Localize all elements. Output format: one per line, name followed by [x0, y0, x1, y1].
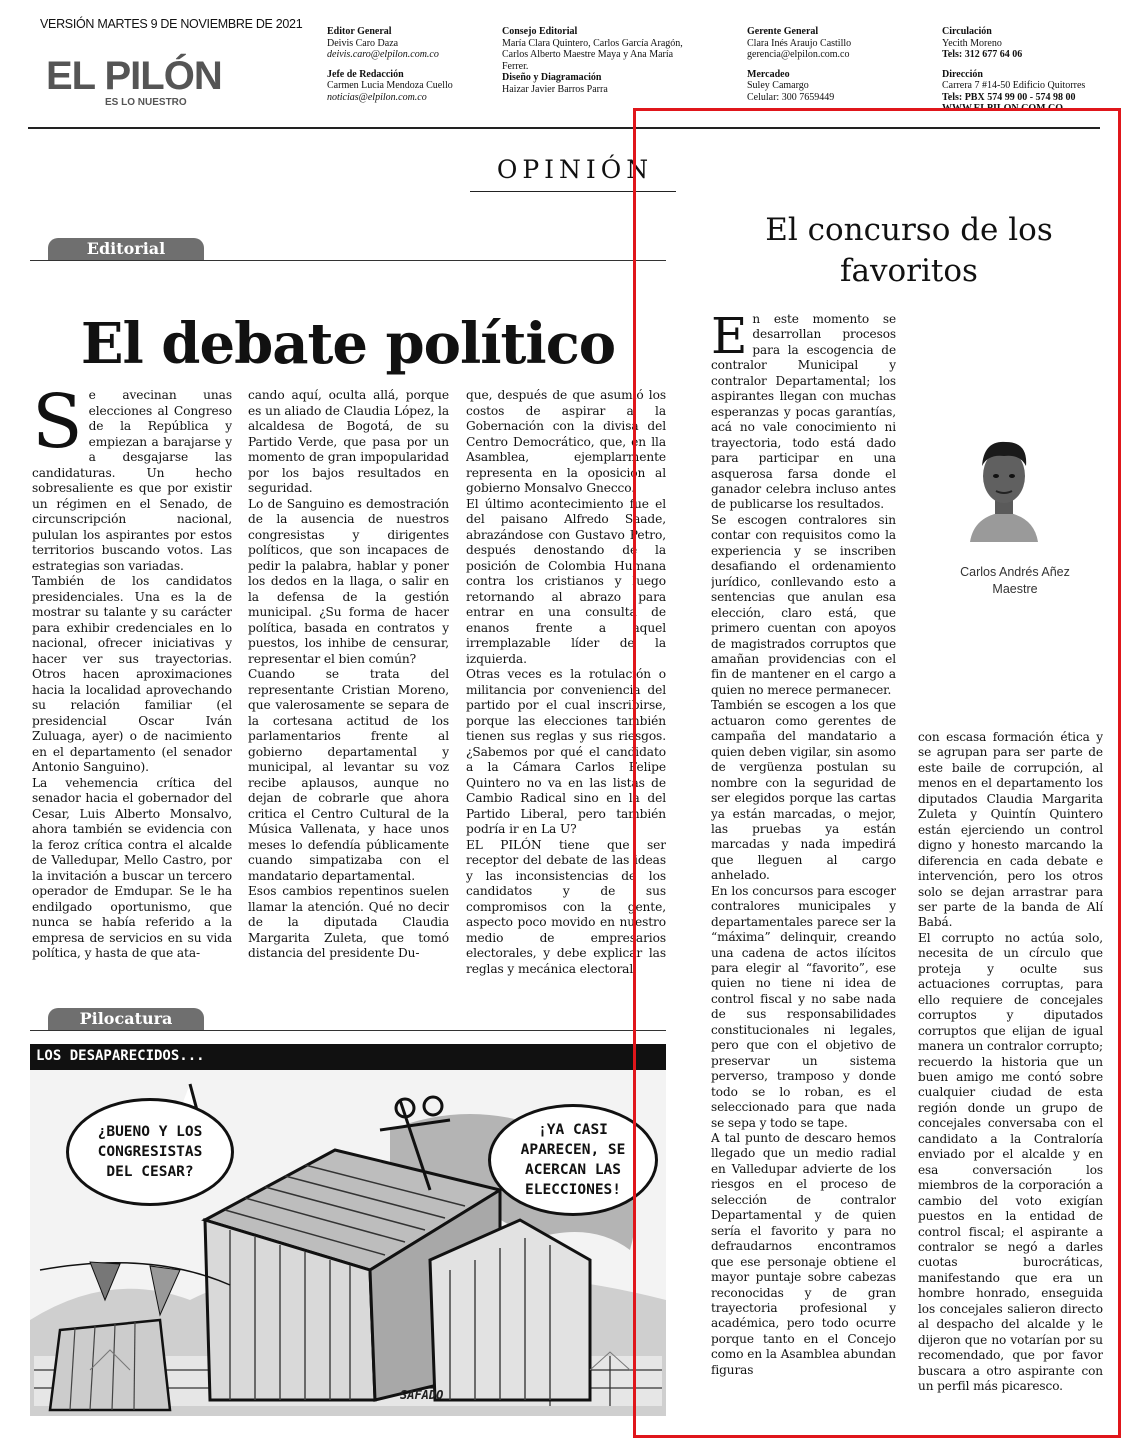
staff-phone: Celular: 300 7659449 [747, 91, 835, 103]
staff-email[interactable]: gerencia@elpilon.com.co [747, 49, 850, 60]
paragraph: También se escogen a los que actuaron como gerentes de campaña del mandatario a quien deben vigilar, sin asomo de vergüenza postulan su nombre con la seguridad de ser elegidos porque las cartas ya están marcadas, o mejor, las pruebas ya están marcadas y nada impedirá que lleguen al cargo anhelado. [711, 698, 896, 883]
staff-block-circulacion [942, 26, 1117, 115]
paragraph: La vehemencia crítica del senador hacia el gobernador del Cesar, Luis Alberto Monsalvo, ahora también se evidencia con la feroz crítica contra el alcalde de Valledupar, Mello Castro, por la invitación a buscar un tercero operador de Emdupar. Se le ha endilgado oportunismo, que nunca se había referido a la empresa de servicios en su vida política, y hasta de que ata- [32, 775, 232, 960]
cartoonist-signature: SAFADO [400, 1388, 444, 1402]
editorial-dropcap: S [32, 388, 83, 465]
staff-title: Dirección [942, 68, 983, 80]
column-headline-line: favoritos [840, 253, 978, 289]
staff-title: Consejo Editorial [502, 26, 578, 37]
staff-phone: Tels: PBX 574 99 00 - 574 98 00 [942, 91, 1076, 103]
website-link[interactable]: WWW.ELPILON.COM.CO [942, 103, 1064, 114]
dateline: VERSIÓN MARTES 9 DE NOVIEMBRE DE 2021 [40, 17, 303, 31]
editorial-column-1 [32, 388, 232, 988]
paragraph: con escasa formación ética y se agrupan para ser parte de este baile de corrupción, al menos en el departamento los diputados Claudia Margarita Zuleta y Quintín Quintero están ejerciendo un control digno y honesto marcando la diferencia en cada debate e intervención, pero los otros solo se dejan arrastrar para ser parte de la banda de Alí Babá. [918, 730, 1103, 930]
cartoon-rule [30, 1030, 666, 1031]
staff-name: Yecith Moreno [942, 37, 1002, 49]
staff-title: Diseño y Diagramación [502, 72, 602, 83]
staff-phone: Tels: 312 677 64 06 [942, 49, 1023, 60]
staff-title: Circulación [942, 26, 992, 37]
cartoon-banner-text: LOS DESAPARECIDOS... [36, 1048, 205, 1064]
column-text-2 [918, 730, 1103, 1420]
speech-bubble-right: ¡YA CASI APARECEN, SE ACERCAN LAS ELECCIONES! [488, 1104, 658, 1216]
author-photo [966, 432, 1042, 542]
section-title: OPINIÓN [496, 155, 654, 184]
speech-bubble-left: ¿BUENO Y LOS CONGRESISTAS DEL CESAR? [66, 1098, 234, 1206]
paragraph: El corrupto no actúa solo, necesita de un círculo que proteja y oculte sus actuaciones corruptas, para ello requiere de concejales corruptos y diputados corruptos que elijan de igual manera un contralor corrupto; recuerdo la historia que un buen amigo me contó sobre cualquier ciudad de esta región donde un grupo de concejales conversaba con el candidato a la Contraloría enviado por el alcalde y en esa conversación los miembros de la corporación a cambio del voto exigían puestos en la entidad de control fiscal; el aspirante a contralor se negó a darles cuotas burocráticas, manifestando que era un hombre honrado, enseguida los concejales salieron directo al despacho del alcalde y le dijeron que no votarían por su recomendado, que por favor buscara a otro aspirante con un perfil más picaresco. [918, 930, 1103, 1394]
column-headline [700, 210, 1118, 292]
column-headline-line: El concurso de los [765, 212, 1053, 248]
paragraph: cando aquí, oculta allá, porque es un aliado de Claudia López, la alcaldesa de Bogotá, de su Partido Verde, que pasa por un momento de gran impopularidad por los bajos resultados en seguridad. [248, 388, 449, 495]
staff-name: Deivis Caro Daza [327, 37, 399, 49]
paragraph: Esos cambios repentinos suelen llamar la atención. Qué no decir de la diputada Claudia Margarita Zuleta, que tomó distancia del presidente Du- [248, 884, 449, 960]
cartoon-tab: Pilocatura [48, 1008, 204, 1030]
staff-name: Suley Camargo [747, 80, 809, 91]
staff-name: Carmen Lucia Mendoza Cuello [327, 80, 453, 91]
staff-name: Clara Inés Araujo Castillo [747, 37, 852, 49]
staff-block-consejo [502, 26, 717, 95]
author-portrait [966, 432, 1042, 542]
staff-email[interactable]: noticias@elpilon.com.co [327, 91, 427, 103]
author-name: Maestre [992, 582, 1038, 596]
paragraph: A tal punto de descaro hemos llegado que un medio radial en Valledupar advierte de los riesgos en el proceso de selección de contralor Departamental y de quien sería el favorito y para no defraudarnos encontramos que ese personaje obtiene el mayor puntaje sobre cabezas reconocidas y de gran trayectoria profesional y académica, pero todo ocurre porque tanto en el Concejo como en la Asamblea abundan figuras [711, 1131, 896, 1377]
paragraph: El último acontecimiento fue el del paisano Alfredo Saade, abrazándose con Gustavo Petro, después denostando de la posición de Colombia Humana contra los cristianos y luego retornando al abrazo para entrar en una consulta de enanos frente a aquel irremplazable líder de la izquierda. [466, 496, 666, 666]
paragraph: EL PILÓN tiene que ser receptor del debate de las ideas y las inconsistencias de los candidatos y de sus compromisos con la gente, aspecto poco movido en nuestro medio de empresarios electorales, y debe explicar las reglas y mecánica electoral. [466, 837, 666, 976]
author-name: Carlos Andrés Añez [960, 565, 1070, 579]
editorial-column-2 [248, 388, 449, 988]
staff-name: Carlos Alberto Maestre Maya y Ana María [502, 49, 674, 60]
newspaper-logo: EL PILÓN [46, 54, 222, 98]
staff-name: Haizar Javier Barros Parra [502, 83, 608, 95]
editorial-rule [30, 260, 666, 261]
cartoon-banner [30, 1044, 666, 1070]
staff-title: Jefe de Redacción [327, 68, 404, 80]
staff-title: Editor General [327, 26, 392, 37]
paragraph: Lo de Sanguino es demostración de la ausencia de nuestros congresistas y dirigentes políticos, que son incapaces de pedir la palabra, hablar y poner los dedos en la llaga, o salir en la defensa de la gestión municipal. ¿Su forma de hacer política, basada en contratos y puestos, los inhibe de censurar, representar el bien común? [248, 496, 449, 666]
paragraph: e avecinan unas elecciones al Congreso de la República y empiezan a barajarse y a desgajarse las candidaturas. Un hecho sobresaliente es que por existir un régimen en el Senado, de circunscripción nacional, pululan los aspirantes por estos territorios buscando votos. Las estrategias son variadas. [32, 388, 232, 573]
author-byline [940, 564, 1090, 598]
staff-block-gerente [747, 26, 917, 103]
editorial-headline: El debate político [80, 311, 616, 377]
staff-address: Carrera 7 #14-50 Edificio Quitorres [942, 80, 1086, 91]
paragraph: Otras veces es la rotulación o militancia por conveniencia del partido por el cual inscribirse, porque las elecciones también tienen sus reglas y sus riesgos. ¿Sabemos por qué el candidato a la Cámara Carlos Felipe Quintero no va en las listas de Cambio Radical sino en la del Partido Liberal, pero también podría ir en La U? [466, 667, 666, 836]
editorial-tab: Editorial [48, 238, 204, 260]
paragraph: También de los candidatos presidenciales. Una es la de mostrar su talante y su carácter para exhibir credenciales en lo nacional, ofrecer iniciativas y hacer ver sus trayectorias. Otros hacen aproximaciones hacia la localidad aprovechando su relación familiar (el presidencial Oscar Iván Zuluaga, ayer) o de nacimiento en el departamento (el senador Antonio Sanguino). [32, 574, 232, 774]
staff-name: María Clara Quintero, Carlos García Aragón, [502, 37, 683, 49]
staff-email[interactable]: deivis.caro@elpilon.com.co [327, 49, 439, 60]
staff-title: Gerente General [747, 26, 819, 37]
staff-block-editor [327, 26, 487, 103]
staff-title: Mercadeo [747, 68, 790, 80]
paragraph: En los concursos para escoger contralores municipales y departamentales parece ser la “máxima” delinquir, creando una cadena de actos ilícitos para elegir al “favorito”, ese quien no tiene ni idea de control fiscal y no sabe nada de sus responsabilidades constitucionales ni legales, pero que con el objetivo de preservar un sistema perverso, tramposo y donde todo se lo roban, es el seleccionado para que nada se sepa y todo se tape. [711, 883, 896, 1130]
cartoon-illustration [30, 1070, 666, 1416]
column-text-1 [711, 312, 896, 1417]
paragraph: Se escogen contralores sin contar con requisitos como la experiencia y se inscriben desafiando el ordenamiento jurídico, conllevando esto a sentencias que anulan esa elección, claro está, que primero cuentan con apoyos de magistrados corruptos que amañan providencias con el fin de mantener en el cargo a quien no merece permanecer. [711, 512, 896, 697]
paragraph: n este momento se desarrollan procesos para la escogencia de contralor Municipal y contralor Departamental; los aspirantes llegan con muchas esperanzas y pocas garantías, acá no vale conocimiento ni trayectoria, todo está dado para participar en una asquerosa farsa donde el ganador celebra incluso antes de publicarse los resultados. [711, 312, 896, 512]
column-dropcap: E [711, 312, 748, 365]
paragraph: que, después de que asumió los costos de aspirar a la Gobernación con la divisa del Centro Democrático, que, en lla Asamblea, ejemplarmente representa en la oposición al gobierno Monsalvo Gnecco. [466, 388, 666, 495]
staff-name: Ferrer. [502, 60, 529, 72]
newspaper-slogan: ES LO NUESTRO [105, 97, 187, 108]
paragraph: Cuando se trata del representante Cristian Moreno, que valerosamente se separa de la cortesana actitud de los parlamentarios frente al gobierno departamental y municipal, al levantar su voz recibe aplausos, aunque no dejan de cobrarle que ahora critica el Centro Cultural de la Música Vallenata, y hace unos meses lo defendía públicamente cuando simpatizaba con el mandatario departamental. [248, 667, 449, 883]
